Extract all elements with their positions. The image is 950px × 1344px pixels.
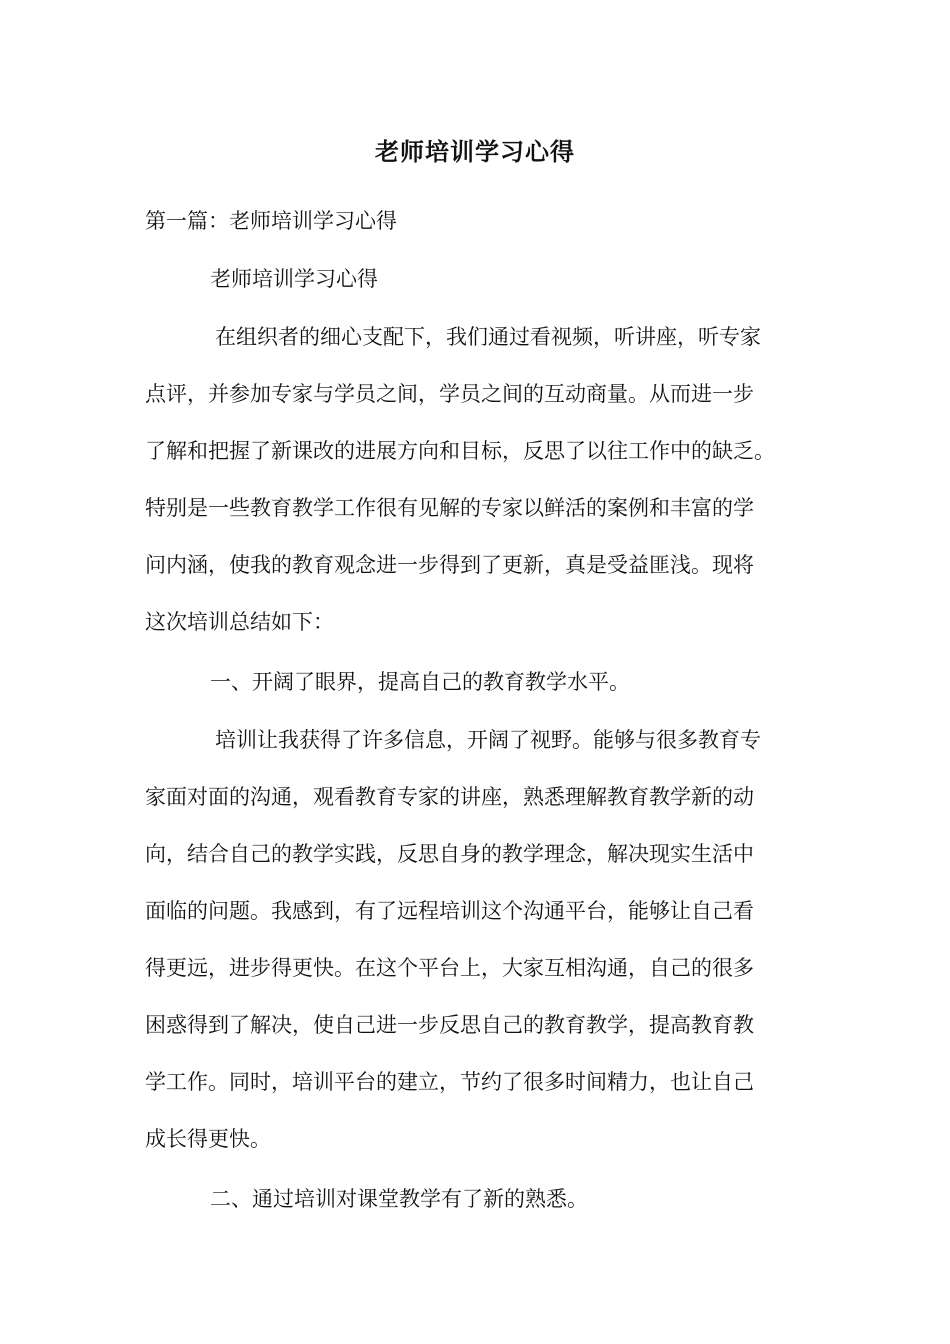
paragraph-line: 点评，并参加专家与学员之间，学员之间的互动商量。从而进一步	[145, 382, 754, 406]
paragraph-line: 面临的问题。我感到，有了远程培训这个沟通平台，能够让自己看	[145, 899, 754, 923]
paragraph-line: 在组织者的细心支配下，我们通过看视频，听讲座，听专家	[215, 325, 761, 349]
paragraph-1	[145, 318, 813, 641]
paragraph-line: 问内涵，使我的教育观念进一步得到了更新，真是受益匪浅。现将	[145, 553, 754, 577]
document-body	[145, 202, 813, 1218]
section-heading-2: 二、通过培训对课堂教学有了新的熟悉。	[210, 1187, 588, 1211]
section-heading-1: 一、开阔了眼界，提高自己的教育教学水平。	[210, 670, 630, 694]
paragraph-line: 了解和把握了新课改的进展方向和目标，反思了以往工作中的缺乏。	[145, 439, 775, 463]
paragraph-line: 培训让我获得了许多信息，开阔了视野。能够与很多教育专	[215, 728, 761, 752]
paragraph-line: 得更远，进步得更快。在这个平台上，大家互相沟通，自己的很多	[145, 956, 754, 980]
paragraph-2	[145, 721, 813, 1158]
paragraph-line: 困惑得到了解决，使自己进一步反思自己的教育教学，提高教育教	[145, 1013, 754, 1037]
paragraph-line: 向，结合自己的教学实践，反思自身的教学理念，解决现实生活中	[145, 842, 754, 866]
paragraph-line: 这次培训总结如下：	[145, 610, 334, 634]
paragraph-line: 家面对面的沟通，观看教育专家的讲座，熟悉理解教育教学新的动	[145, 785, 754, 809]
part-heading: 第一篇：老师培训学习心得	[145, 209, 397, 233]
document-title: 老师培训学习心得	[375, 137, 575, 166]
paragraph-line: 特别是一些教育教学工作很有见解的专家以鲜活的案例和丰富的学	[145, 496, 754, 520]
subtitle: 老师培训学习心得	[210, 267, 378, 291]
paragraph-line: 学工作。同时，培训平台的建立，节约了很多时间精力，也让自己	[145, 1070, 754, 1094]
paragraph-line: 成长得更快。	[145, 1127, 271, 1151]
